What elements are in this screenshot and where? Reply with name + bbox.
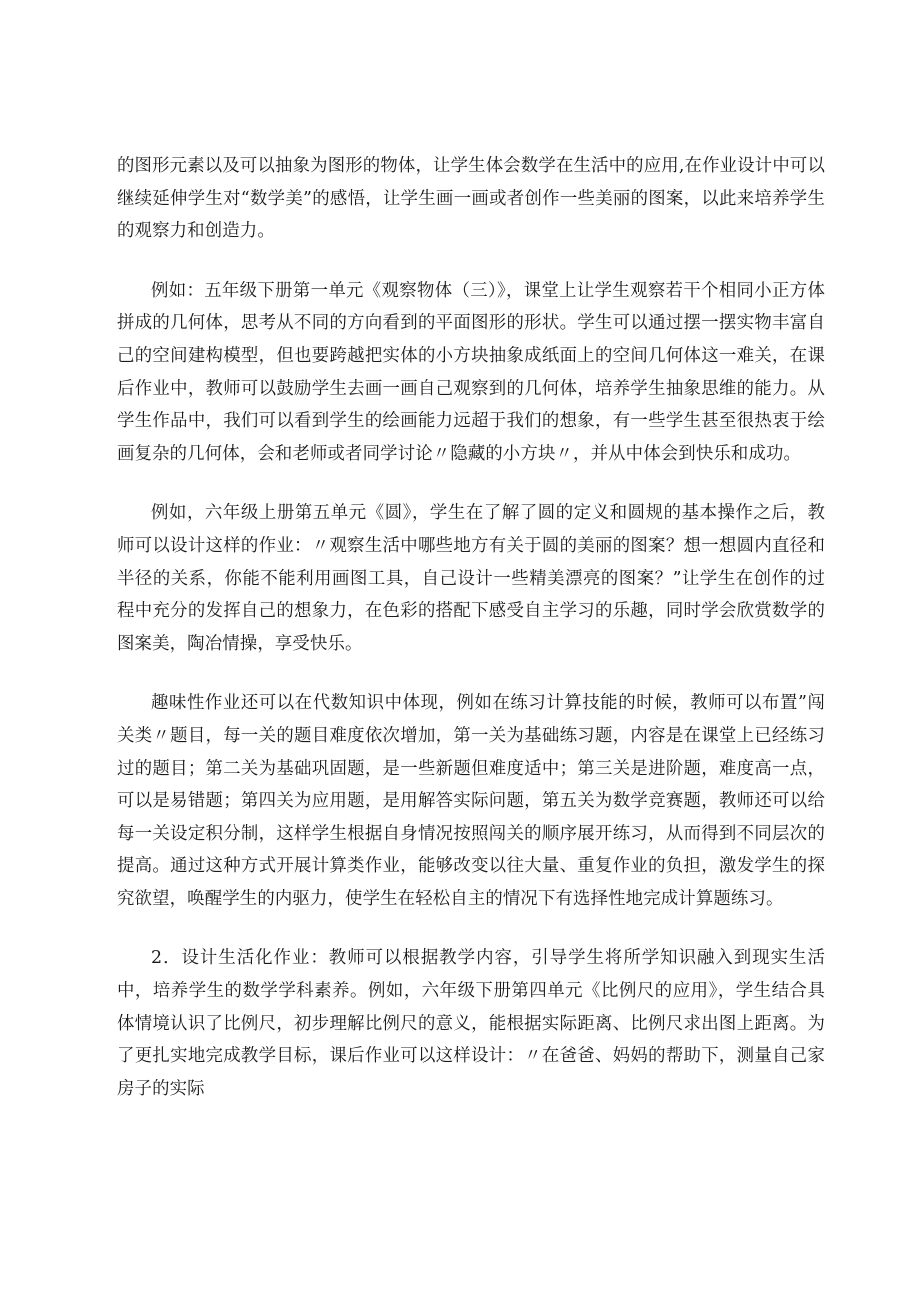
paragraph-fun-homework-algebra: 趣味性作业还可以在代数知识中体现，例如在练习计算技能的时候，教师可以布置”闯关类〃题目，每一关的题目难度依次增加，第一关为基础练习题，内容是在课堂上已经练习过的题目；第二关为基础巩固题，是一些新题但难度适中；第三关是进阶题，难度高一点，可以是易错题；第四关为应用题，是用解答实际问题，第五关为数学竞赛题，教师还可以给每一关设定积分制，这样学生根据自身情况按照闯关的顺序展开练习，从而得到不同层次的提高。通过这种方式开展计算类作业，能够改变以往大量、重复作业的负担，激发学生的探究欲望，唤醒学生的内驱力，使学生在轻松自主的情况下有选择性地完成计算题练习。 [117, 693, 825, 909]
document-page [117, 150, 825, 1105]
paragraph-life-oriented-homework: 2．设计生活化作业：教师可以根据教学内容，引导学生将所学知识融入到现实生活中，培养学生的数学学科素养。例如，六年级下册第四单元《比例尺的应用》，学生结合具体情境认识了比例尺，初步理解比例尺的意义，能根据实际距离、比例尺求出图上距离。为了更扎实地完成教学目标，课后作业可以这样设计：〃在爸爸、妈妈的帮助下，测量自己家房子的实际 [117, 948, 825, 1099]
paragraph-example-circle: 例如，六年级上册第五单元《圆》，学生在了解了圆的定义和圆规的基本操作之后，教师可以设计这样的作业：〃观察生活中哪些地方有关于圆的美丽的图案？想一想圆内直径和半径的关系，你能不能利用画图工具，自己设计一些精美漂亮的图案？”让学生在创作的过程中充分的发挥自己的想象力，在色彩的搭配下感受自主学习的乐趣，同时学会欣赏数学的图案美，陶冶情操，享受快乐。 [117, 503, 825, 654]
paragraph-example-observing-objects: 例如：五年级下册第一单元《观察物体（三）》，课堂上让学生观察若干个相同小正方体拼成的几何体，思考从不同的方向看到的平面图形的形状。学生可以通过摆一摆实物丰富自己的空间建构模型，但也要跨越把实体的小方块抽象成纸面上的空间几何体这一难关，在课后作业中，教师可以鼓励学生去画一画自己观察到的几何体，培养学生抽象思维的能力。从学生作品中，我们可以看到学生的绘画能力远超于我们的想象，有一些学生甚至很热衷于绘画复杂的几何体，会和老师或者同学讨论〃隐藏的小方块〃，并从中体会到快乐和成功。 [117, 280, 825, 464]
paragraph-continuation: 的图形元素以及可以抽象为图形的物体，让学生体会数学在生活中的应用,在作业设计中可以继续延伸学生对“数学美”的感悟，让学生画一画或者创作一些美丽的图案，以此来培养学生的观察力和创造力。 [117, 156, 825, 242]
